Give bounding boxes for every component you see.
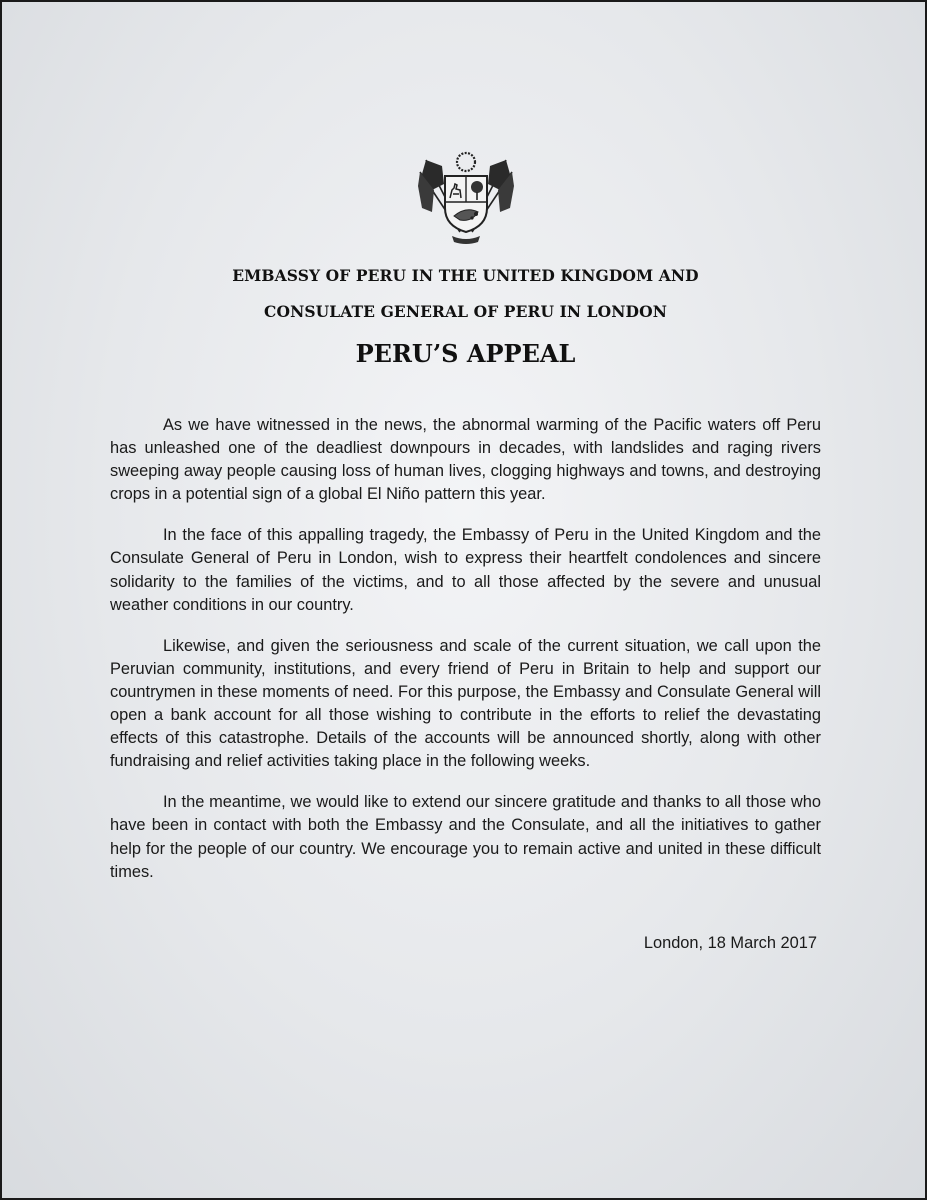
embassy-heading-line-2: CONSULATE GENERAL OF PERU IN LONDON [264, 302, 667, 321]
paragraph-3: Likewise, and given the seriousness and scale of the current situation, we call upon the Peruvian community, institutions, and every friend of Peru in Britain to help and support our countrymen in these moments of need. For this purpose, the Embassy and Consulate General will open a bank account for all those wishing to contribute in the efforts to relief the devastating effects of this catastrophe. Details of the accounts will be announced shortly, along with other fundraising and relief activities taking place in the following weeks. [110, 636, 821, 771]
paragraph-2: In the face of this appalling tragedy, the Embassy of Peru in the United Kingdom and the Consulate General of Peru in London, wish to express their heartfelt condolences and sincere solidarity to the families of the victims, and to all those affected by the severe and unusual weather conditions in our country. [110, 526, 821, 614]
letter-body [110, 414, 821, 902]
paragraph-4: In the meantime, we would like to extend our sincere gratitude and thanks to all those who have been in contact with both the Embassy and the Consulate, and all the initiatives to gather help for the people of our country. We encourage you to remain active and united in these difficult times. [110, 793, 821, 881]
embassy-heading-line-1: EMBASSY OF PERU IN THE UNITED KINGDOM AND [232, 266, 699, 285]
document-title: PERU’S APPEAL [355, 339, 576, 368]
peru-coat-of-arms-icon [412, 150, 520, 246]
paragraph-1: As we have witnessed in the news, the abnormal warming of the Pacific waters off Peru has unleashed one of the deadliest downpours in decades, with landslides and raging rivers sweeping away people causing loss of human lives, clogging highways and towns, and destroying crops in a potential sign of a global El Niño pattern this year. [110, 416, 821, 504]
dateline: London, 18 March 2017 [643, 934, 817, 952]
